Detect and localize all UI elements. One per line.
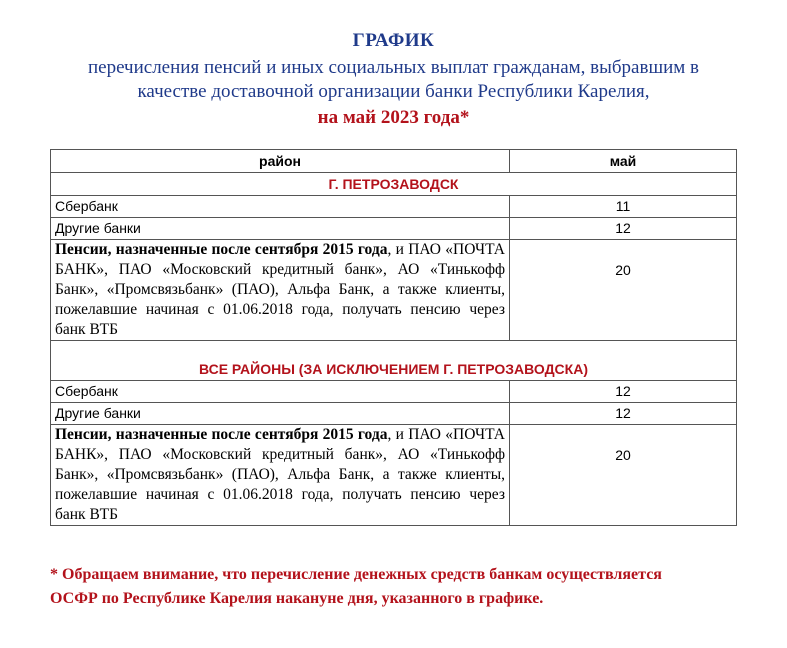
schedule-period: на май 2023 года*: [317, 107, 470, 128]
bank-name-cell: Сбербанк: [51, 381, 510, 403]
day-cell: 11: [510, 196, 737, 218]
section-title: Г. ПЕТРОЗАВОДСК: [51, 173, 737, 196]
table-row: [51, 381, 737, 403]
subtitle-line-2: качестве доставочной организации банки Республики Карелия,: [137, 81, 650, 102]
note-text: , и ПАО «ПОЧТА БАНК», ПАО «Московский кредитный банк», АО «Тинькофф Банк», «Промсвязьбанк» (ПАО), Альфа Банк, а также клиенты, пожелавшие начиная с 01.06.2018 года, получать пенсию через банк ВТБ: [55, 426, 505, 523]
column-header-district: район: [51, 150, 510, 173]
note-cell: [51, 425, 510, 526]
note-cell: [51, 240, 510, 341]
note-bold-text: Пенсии, назначенные после сентября 2015 года: [55, 426, 388, 443]
column-header-may: май: [510, 150, 737, 173]
footnote-line-2: ОСФР по Республике Карелия накануне дня, указанного в графике.: [50, 590, 544, 607]
day-cell: 20: [510, 240, 737, 341]
table-row: [51, 425, 737, 526]
table-row: [51, 240, 737, 341]
day-cell: 20: [510, 425, 737, 526]
footnote-line-1: * Обращаем внимание, что перечисление денежных средств банкам осуществляется: [50, 566, 662, 583]
bank-name-cell: Другие банки: [51, 403, 510, 425]
day-cell: 12: [510, 403, 737, 425]
document-title: ГРАФИК: [352, 30, 435, 51]
bank-name-cell: Сбербанк: [51, 196, 510, 218]
table-row: [51, 196, 737, 218]
section-row: [51, 173, 737, 196]
bank-name-cell: Другие банки: [51, 218, 510, 240]
table-row: [51, 403, 737, 425]
payment-schedule-table: [50, 149, 737, 526]
section-title: ВСЕ РАЙОНЫ (ЗА ИСКЛЮЧЕНИЕМ Г. ПЕТРОЗАВОДСКА): [51, 341, 737, 381]
day-cell: 12: [510, 218, 737, 240]
table-row: [51, 218, 737, 240]
subtitle-line-1: перечисления пенсий и иных социальных выплат гражданам, выбравшим в: [87, 57, 700, 78]
note-text: , и ПАО «ПОЧТА БАНК», ПАО «Московский кредитный банк», АО «Тинькофф Банк», «Промсвязьбанк» (ПАО), Альфа Банк, а также клиенты, пожелавшие начиная с 01.06.2018 года, получать пенсию через банк ВТБ: [55, 241, 505, 338]
day-cell: 12: [510, 381, 737, 403]
section-row: [51, 341, 737, 381]
document-subtitle: [40, 56, 747, 104]
table-header-row: [51, 150, 737, 173]
footnote: [50, 563, 750, 611]
note-bold-text: Пенсии, назначенные после сентября 2015 года: [55, 241, 388, 258]
